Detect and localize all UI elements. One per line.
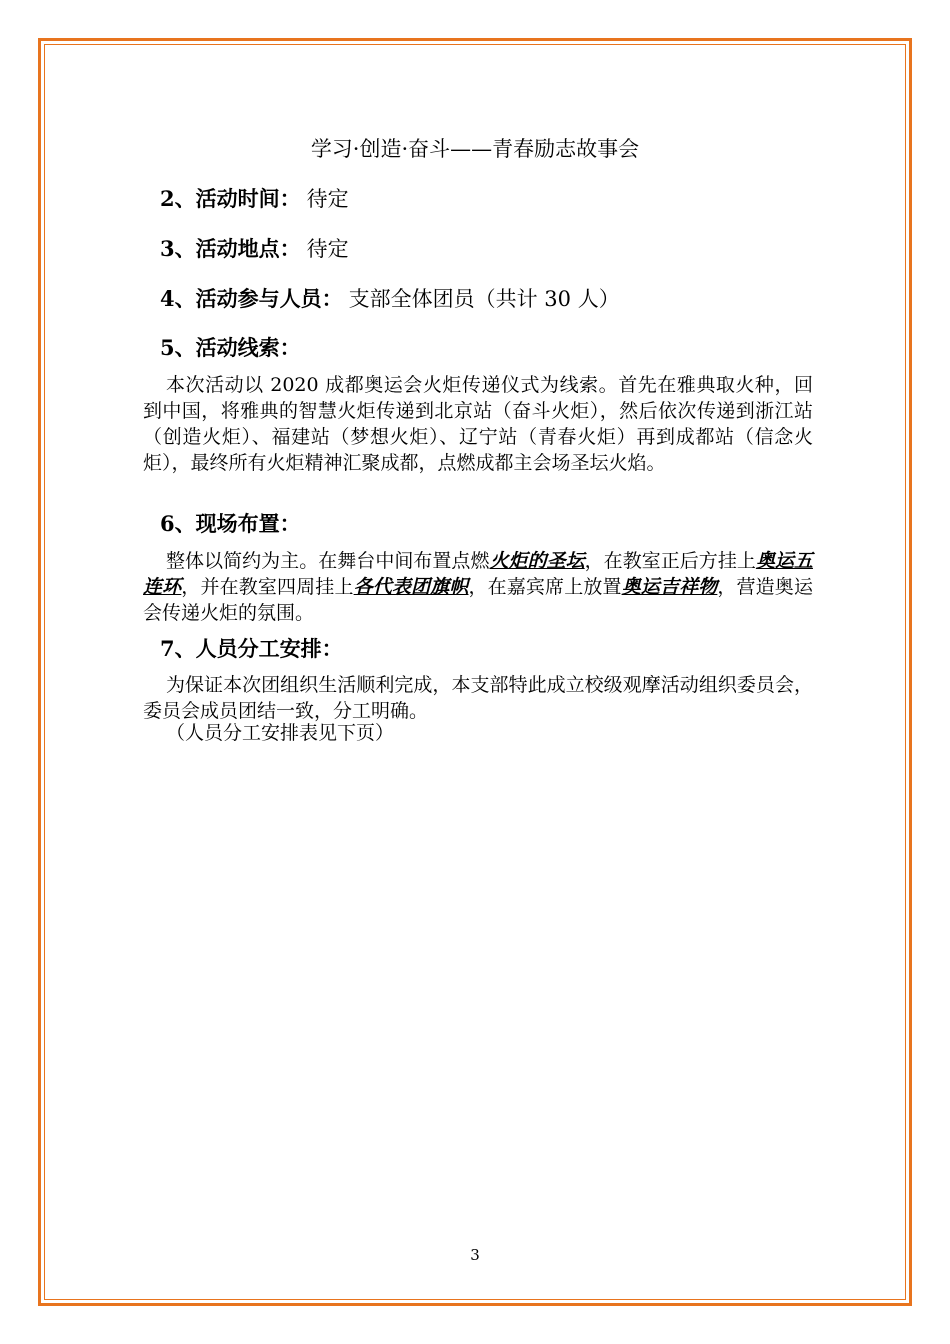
layout-emphasis-rings: 奥运五连环 bbox=[143, 550, 813, 598]
layout-emphasis-flags: 各代表团旗帜 bbox=[353, 576, 469, 598]
staff-table-note: （人员分工安排表见下页） bbox=[166, 722, 395, 744]
document-title: 学习·创造·奋斗——青春励志故事会 bbox=[310, 137, 640, 161]
activity-location-label: 3、活动地点： bbox=[160, 236, 301, 261]
activity-time-heading bbox=[160, 184, 349, 214]
venue-layout-label: 6、现场布置： bbox=[160, 511, 301, 536]
layout-emphasis-mascot: 奥运吉祥物 bbox=[621, 576, 718, 598]
page-number: 3 bbox=[470, 1246, 480, 1264]
activity-location-heading bbox=[160, 234, 349, 264]
participants-heading bbox=[160, 284, 620, 314]
layout-text-1: 整体以简约为主。在舞台中间布置点燃 bbox=[166, 550, 490, 572]
venue-layout-heading bbox=[160, 509, 301, 539]
staff-arrangement-paragraph: 为保证本次团组织生活顺利完成，本支部特此成立校级观摩活动组织委员会，委员会成员团结一致，分工明确。 bbox=[143, 674, 813, 722]
activity-clue-label: 5、活动线索： bbox=[160, 335, 301, 360]
activity-time-label: 2、活动时间： bbox=[160, 186, 301, 211]
layout-text-2: ，在教室正后方挂上 bbox=[584, 550, 756, 572]
participants-value: 支部全体团员（共计 30 人） bbox=[348, 287, 620, 311]
activity-clue-paragraph: 本次活动以 2020 成都奥运会火炬传递仪式为线索。首先在雅典取火种，回到中国，将雅典的智慧火炬传递到北京站（奋斗火炬），然后依次传递到浙江站（创造火炬）、福建站（梦想火炬）、辽宁站（青春火炬）再到成都站（信念火炬），最终所有火炬精神汇聚成都，点燃成都主会场圣坛火焰。 bbox=[143, 374, 813, 474]
layout-text-3: ，并在教室四周挂上 bbox=[181, 576, 354, 598]
staff-arrangement-label: 7、人员分工安排： bbox=[160, 636, 343, 661]
activity-clue-heading bbox=[160, 333, 301, 363]
staff-arrangement-heading bbox=[160, 634, 343, 664]
activity-time-value: 待定 bbox=[306, 187, 349, 211]
layout-text-5: ，营造奥运会传递火炬的氛围。 bbox=[143, 576, 813, 624]
venue-layout-paragraph bbox=[143, 548, 813, 626]
layout-text-4: ，在嘉宾席上放置 bbox=[468, 576, 622, 598]
layout-emphasis-altar: 火炬的圣坛 bbox=[489, 550, 585, 572]
participants-label: 4、活动参与人员： bbox=[160, 286, 343, 311]
activity-location-value: 待定 bbox=[306, 237, 349, 261]
